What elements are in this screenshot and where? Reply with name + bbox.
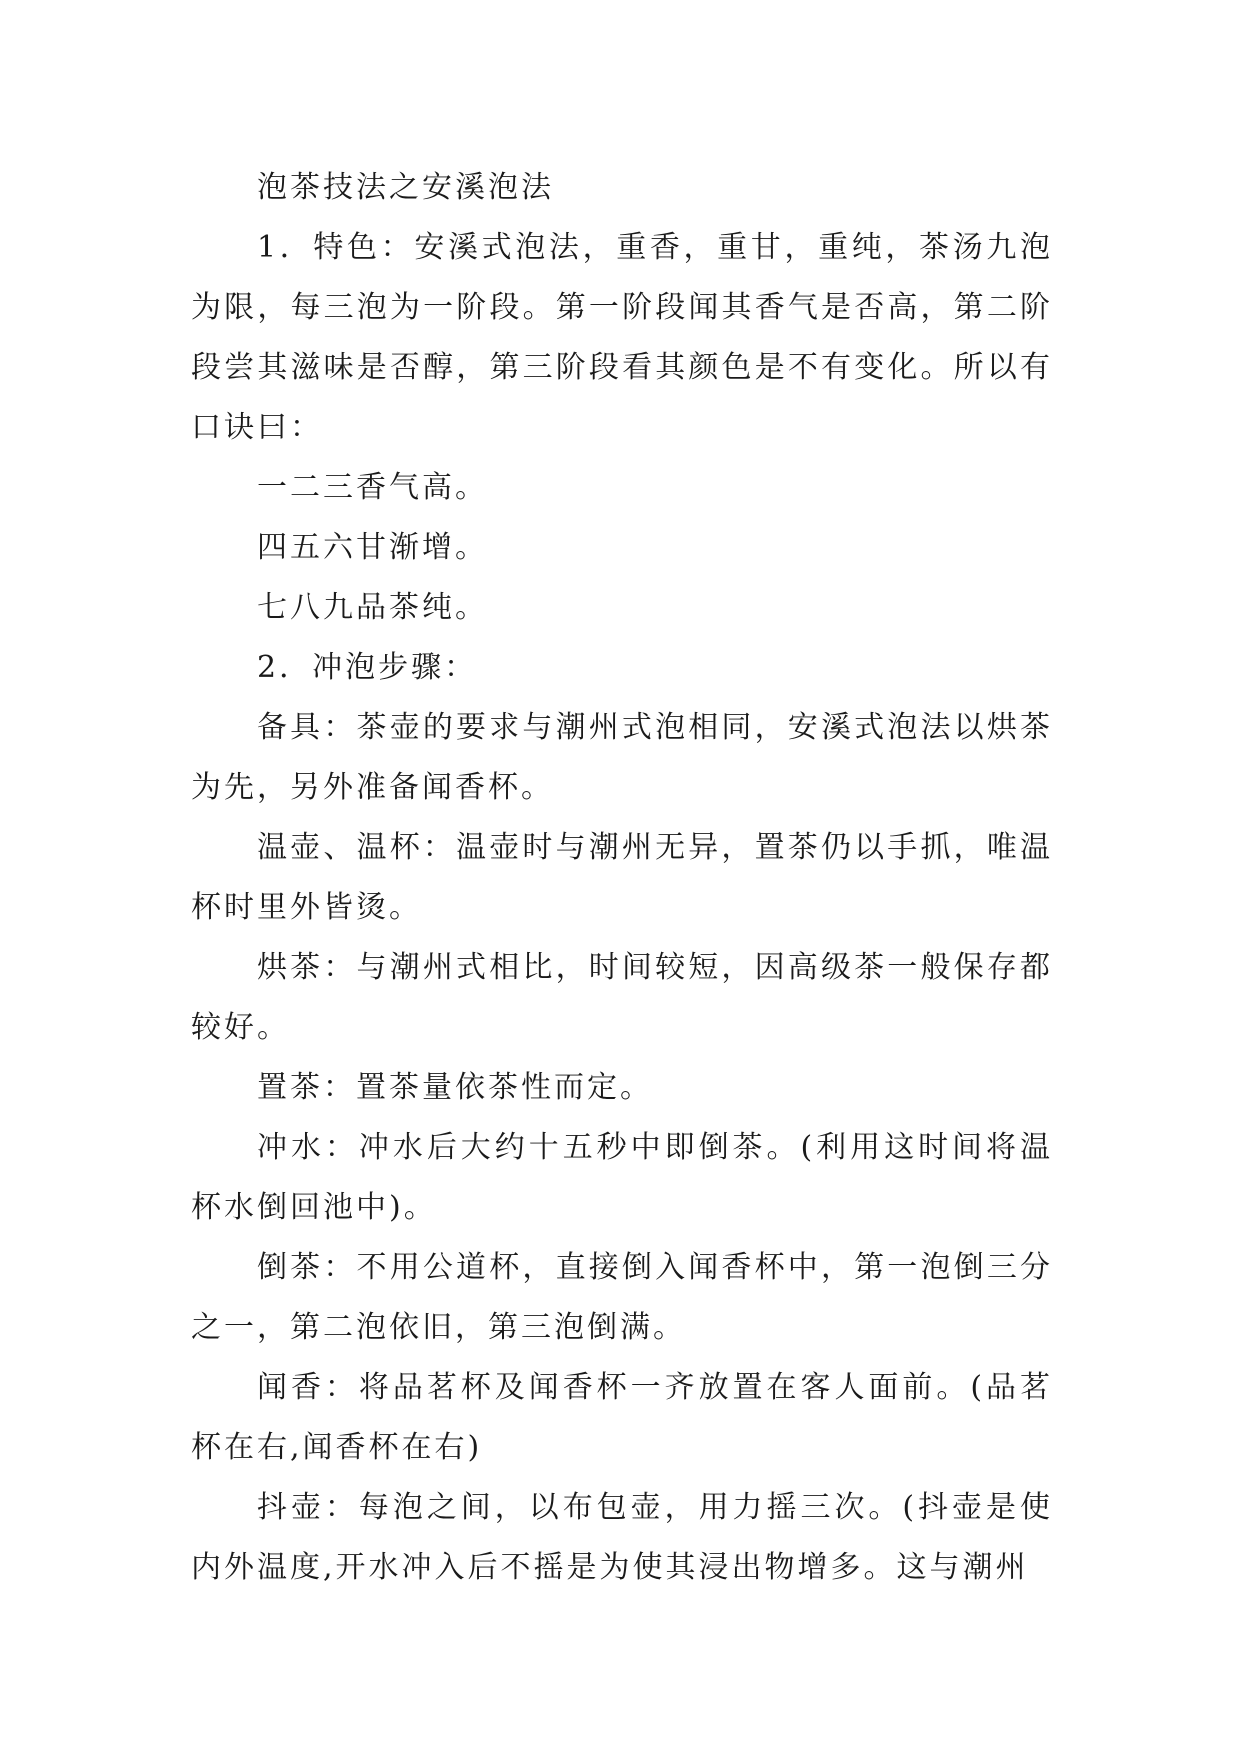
paragraph-place-tea: 置茶：置茶量依茶性而定。 <box>257 1070 653 1105</box>
paragraph-pour-water: 冲水：冲水后大约十五秒中即倒茶。(利用这时间将温杯水倒回池中)。 <box>191 1130 1053 1225</box>
paragraph-roast: 烘茶：与潮州式相比，时间较短，因高级茶一般保存都较好。 <box>191 950 1053 1045</box>
document-title: 泡茶技法之安溪泡法 <box>257 170 554 205</box>
document-body <box>191 158 1053 1598</box>
verse-line-3: 七八九品茶纯。 <box>257 590 488 625</box>
section-heading-steps: 2．冲泡步骤： <box>257 650 478 685</box>
verse-line-1: 一二三香气高。 <box>257 470 488 505</box>
paragraph-warm: 温壶、温杯：温壶时与潮州无异，置茶仍以手抓，唯温杯时里外皆烫。 <box>191 830 1053 925</box>
paragraph-features: 1．特色：安溪式泡法，重香，重甘，重纯，茶汤九泡为限，每三泡为一阶段。第一阶段闻其香气是否高，第二阶段尝其滋味是否醇，第三阶段看其颜色是不有变化。所以有口诀曰： <box>191 230 1053 445</box>
paragraph-pour-tea: 倒茶：不用公道杯，直接倒入闻香杯中，第一泡倒三分之一，第二泡依旧，第三泡倒满。 <box>191 1250 1053 1345</box>
paragraph-prepare: 备具：茶壶的要求与潮州式泡相同，安溪式泡法以烘茶为先，另外准备闻香杯。 <box>191 710 1053 805</box>
paragraph-smell: 闻香：将品茗杯及闻香杯一齐放置在客人面前。(品茗杯在右,闻香杯在右) <box>191 1370 1053 1465</box>
paragraph-shake: 抖壶：每泡之间，以布包壶，用力摇三次。(抖壶是使内外温度,开水冲入后不摇是为使其浸出物增多。这与潮州 <box>191 1490 1053 1585</box>
verse-line-2: 四五六甘渐增。 <box>257 530 488 565</box>
